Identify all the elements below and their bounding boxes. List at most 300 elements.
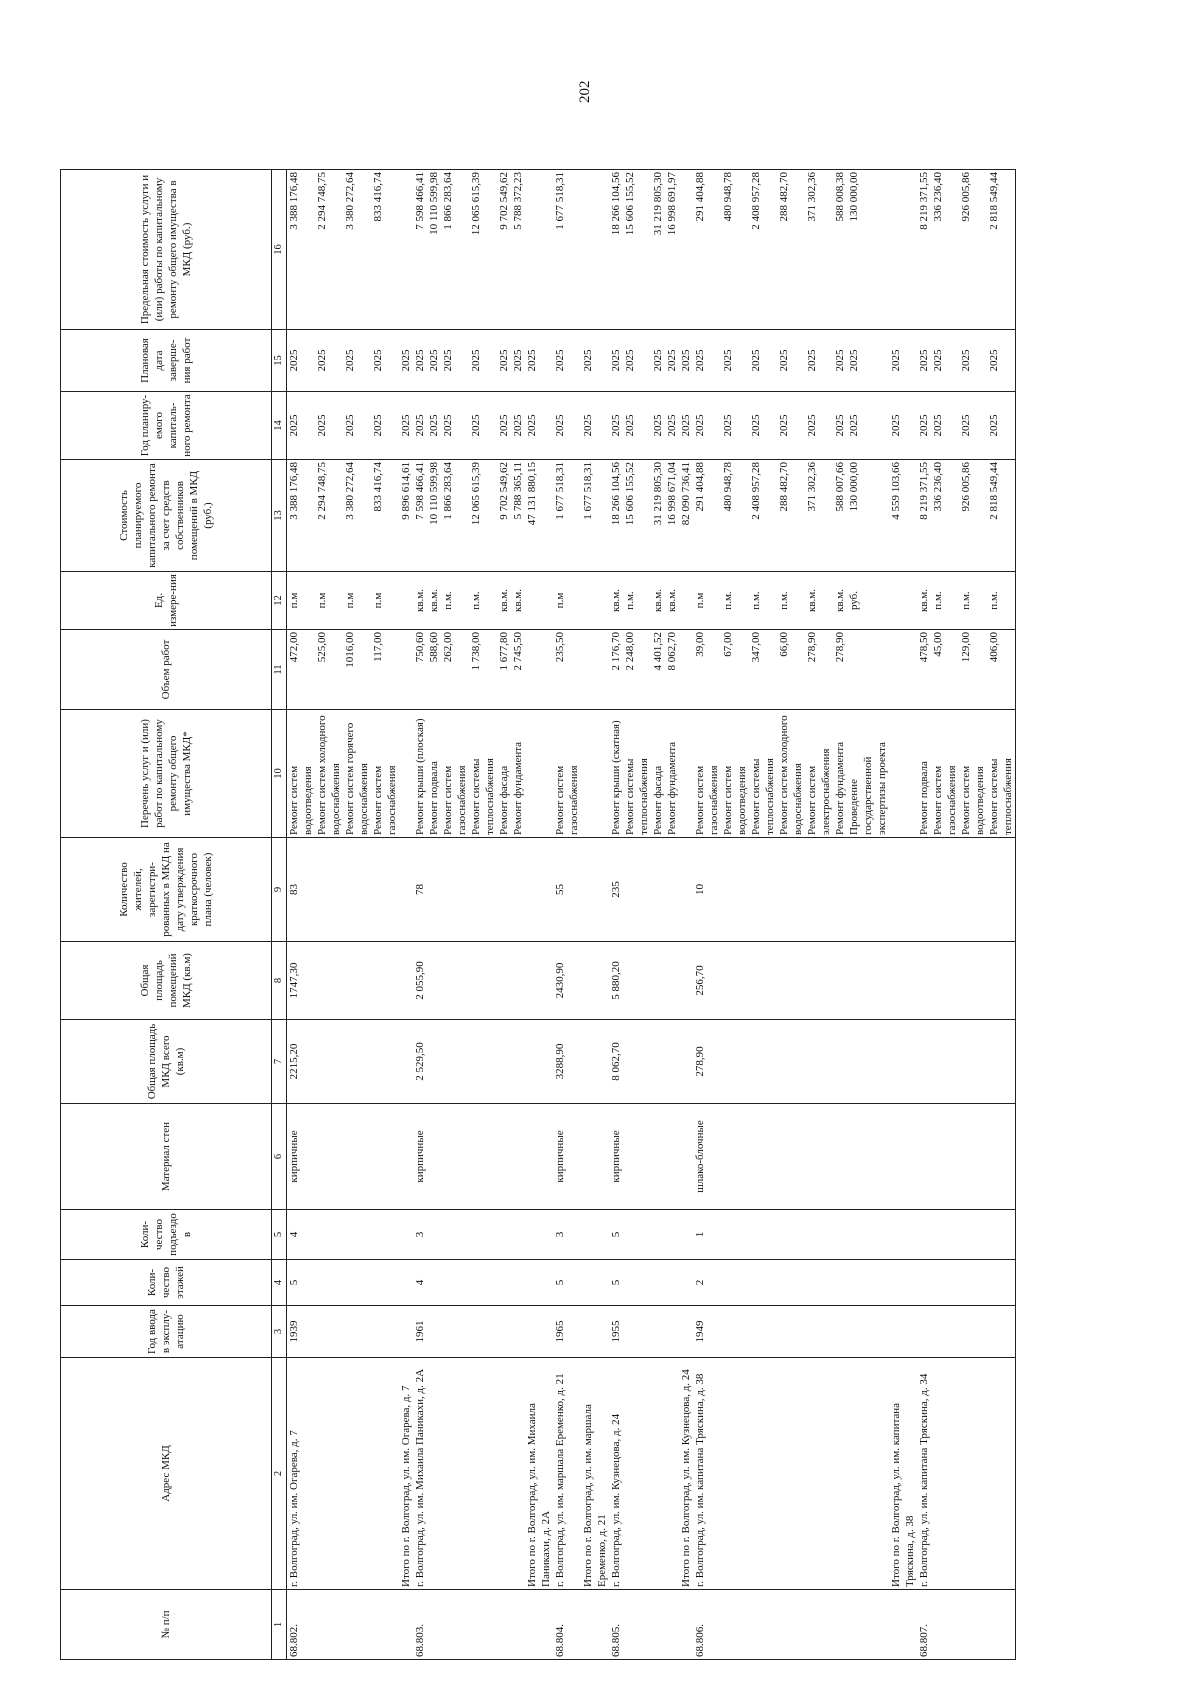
table-cell (679, 1104, 693, 1210)
wall-material (917, 1104, 931, 1210)
table-cell (497, 1590, 511, 1660)
table-cell (525, 1020, 553, 1104)
table-cell (315, 1020, 343, 1104)
table-cell (581, 1306, 609, 1358)
work-row (847, 170, 889, 1660)
header-cell: Плановая дата заверше-ния работ (61, 330, 272, 392)
table-cell (427, 1260, 441, 1306)
table-cell (497, 942, 511, 1020)
table-cell (833, 1260, 847, 1306)
table-cell (959, 1590, 987, 1660)
limit-cost: 15 606 155,52 (623, 170, 651, 330)
table-cell (511, 1104, 525, 1210)
completion-date: 2025 (693, 330, 721, 392)
work-name: Ремонт фундамента (665, 710, 679, 838)
completion-date: 2025 (441, 330, 469, 392)
completion-date: 2025 (469, 330, 497, 392)
table-cell (469, 1020, 497, 1104)
total-area: 2 529,50 (413, 1020, 427, 1104)
work-row (511, 170, 525, 1660)
table-cell (665, 1260, 679, 1306)
table-cell (833, 1020, 847, 1104)
table-cell (931, 942, 959, 1020)
table-cell (651, 1210, 665, 1260)
column-number: 3 (272, 1306, 287, 1358)
work-cost: 5 788 365,11 (511, 460, 525, 572)
work-name: Ремонт систем водоотведения (959, 710, 987, 838)
table-cell (931, 838, 959, 942)
limit-cost: 291 404,88 (693, 170, 721, 330)
table-cell (371, 1590, 399, 1660)
work-unit: п.м. (721, 572, 749, 630)
wall-material: шлако-блочные (693, 1104, 721, 1210)
total-year: 2025 (581, 392, 609, 460)
table-cell (889, 630, 917, 710)
table-cell (749, 1590, 777, 1660)
table-cell (623, 1210, 651, 1260)
floors-count: 5 (609, 1260, 623, 1306)
table-cell (623, 1306, 651, 1358)
table-cell (441, 838, 469, 942)
work-cost: 926 005,86 (959, 460, 987, 572)
repair-year: 2025 (371, 392, 399, 460)
table-cell (399, 710, 413, 838)
header-cell: Коли-чество этажей (61, 1260, 272, 1306)
work-row (609, 170, 623, 1660)
work-volume: 478,50 (917, 630, 931, 710)
table-cell (427, 1020, 441, 1104)
table-cell (679, 838, 693, 942)
table-cell (889, 170, 917, 330)
work-name: Ремонт фундамента (833, 710, 847, 838)
rooms-area: 2430,90 (553, 942, 581, 1020)
table-cell (679, 1210, 693, 1260)
work-cost: 8 219 371,55 (917, 460, 931, 572)
table-cell (399, 630, 413, 710)
table-cell (399, 1260, 413, 1306)
table-cell (315, 838, 343, 942)
limit-cost: 1 677 518,31 (553, 170, 581, 330)
table-cell (665, 1590, 679, 1660)
work-unit: кв.м. (651, 572, 665, 630)
work-cost: 16 998 671,04 (665, 460, 679, 572)
header-cell: Предельная стоимость услуги и (или) работы по капитальному ремонту общего имущества в МКД (руб.) (61, 170, 272, 330)
work-unit: п.м (343, 572, 371, 630)
work-name: Ремонт систем водоотведения (287, 710, 316, 838)
table-cell (427, 1104, 441, 1210)
column-number: 1 (272, 1590, 287, 1660)
table-cell (833, 838, 847, 942)
table-cell (371, 1104, 399, 1210)
total-cost: 4 559 103,66 (889, 460, 917, 572)
work-row (749, 170, 777, 1660)
table-cell (581, 170, 609, 330)
table-cell (525, 572, 553, 630)
header-cell: Количество жителей, зарегистри-рованных в МКД на дату утверждения краткосрочного плана (человек) (61, 838, 272, 942)
work-unit: п.м (553, 572, 581, 630)
table-cell (889, 942, 917, 1020)
table-cell (441, 1210, 469, 1260)
completion-date: 2025 (315, 330, 343, 392)
limit-cost: 3 388 176,48 (287, 170, 316, 330)
table-cell (315, 1358, 343, 1590)
table-cell (847, 1020, 889, 1104)
header-cell: № п/п (61, 1590, 272, 1660)
table-cell (511, 1306, 525, 1358)
floors-count: 2 (693, 1260, 721, 1306)
table-cell (749, 942, 777, 1020)
rooms-area: 256,70 (693, 942, 721, 1020)
table-cell (315, 1260, 343, 1306)
total-area: 2215,20 (287, 1020, 316, 1104)
work-cost: 31 219 805,30 (651, 460, 665, 572)
table-cell (721, 1358, 749, 1590)
limit-cost: 8 219 371,55 (917, 170, 931, 330)
work-row (441, 170, 469, 1660)
work-name: Ремонт системы теплоснабжения (749, 710, 777, 838)
work-row (343, 170, 371, 1660)
table-cell (931, 1020, 959, 1104)
table-cell (679, 1590, 693, 1660)
repair-year: 2025 (343, 392, 371, 460)
work-unit: п.м (287, 572, 316, 630)
floors-count: 5 (287, 1260, 316, 1306)
table-cell (399, 1104, 413, 1210)
table-cell (959, 1210, 987, 1260)
limit-cost: 5 788 372,23 (511, 170, 525, 330)
header-cell: Общая площадь помещений МКД (кв.м) (61, 942, 272, 1020)
table-cell (987, 1590, 1016, 1660)
table-cell (847, 1590, 889, 1660)
table-cell (679, 1306, 693, 1358)
table-cell (399, 1020, 413, 1104)
total-date: 2025 (889, 330, 917, 392)
work-volume: 347,00 (749, 630, 777, 710)
table-body (287, 170, 1016, 1660)
build-year: 1939 (287, 1306, 316, 1358)
table-cell (497, 1020, 511, 1104)
table-cell (371, 1020, 399, 1104)
repair-year: 2025 (847, 392, 889, 460)
residents-count: 78 (413, 838, 427, 942)
table-cell (931, 1210, 959, 1260)
repair-year: 2025 (721, 392, 749, 460)
table-cell (651, 1590, 665, 1660)
total-year: 2025 (399, 392, 413, 460)
completion-date: 2025 (651, 330, 665, 392)
house-address: г. Волгоград, ул. им. Огарева, д. 7 (287, 1358, 316, 1590)
table-cell (469, 1104, 497, 1210)
total-year: 2025 (525, 392, 553, 460)
table-cell (399, 942, 413, 1020)
table-cell (581, 572, 609, 630)
repair-year: 2025 (931, 392, 959, 460)
work-unit: п.м (315, 572, 343, 630)
table-cell (581, 710, 609, 838)
repair-year: 2025 (287, 392, 316, 460)
repair-year: 2025 (987, 392, 1016, 460)
column-number: 9 (272, 838, 287, 942)
total-date: 2025 (525, 330, 553, 392)
table-cell (441, 1358, 469, 1590)
table-cell (427, 1306, 441, 1358)
table-cell (721, 1210, 749, 1260)
table-cell (525, 1306, 553, 1358)
repair-year: 2025 (959, 392, 987, 460)
work-unit: кв.м. (665, 572, 679, 630)
total-year: 2025 (889, 392, 917, 460)
table-cell (525, 630, 553, 710)
work-volume: 406,00 (987, 630, 1016, 710)
repair-plan-table (60, 169, 1016, 1660)
table-cell (371, 838, 399, 942)
table-cell (427, 1358, 441, 1590)
total-row (525, 170, 553, 1660)
table-cell (889, 710, 917, 838)
table-cell (833, 1306, 847, 1358)
table-cell (525, 838, 553, 942)
repair-year: 2025 (441, 392, 469, 460)
work-name: Ремонт фасада (497, 710, 511, 838)
total-row (581, 170, 609, 1660)
work-cost: 130 000,00 (847, 460, 889, 572)
table-cell (679, 1020, 693, 1104)
table-cell (833, 1590, 847, 1660)
table-cell (581, 1260, 609, 1306)
table-cell (525, 1260, 553, 1306)
table-cell (749, 1210, 777, 1260)
table-cell (497, 838, 511, 942)
table-cell (665, 1210, 679, 1260)
work-volume: 66,00 (777, 630, 805, 710)
table-cell (777, 1210, 805, 1260)
table-cell (399, 170, 413, 330)
work-volume: 2 745,50 (511, 630, 525, 710)
table-cell (749, 1260, 777, 1306)
house-address: г. Волгоград, ул. им. Михаила Паникахи, д. 2А (413, 1358, 427, 1590)
repair-year: 2025 (833, 392, 847, 460)
table-cell (651, 1260, 665, 1306)
table-cell (343, 1590, 371, 1660)
build-year: 1961 (413, 1306, 427, 1358)
build-year: 1949 (693, 1306, 721, 1358)
table-cell (987, 1020, 1016, 1104)
table-cell (959, 1104, 987, 1210)
table-cell (889, 1020, 917, 1104)
item-number: 68.804. (553, 1590, 581, 1660)
table-cell (441, 1020, 469, 1104)
column-number: 5 (272, 1210, 287, 1260)
column-number: 13 (272, 460, 287, 572)
table-cell (581, 1590, 609, 1660)
table-cell (511, 1260, 525, 1306)
completion-date: 2025 (287, 330, 316, 392)
table-cell (525, 1590, 553, 1660)
work-unit: кв.м. (427, 572, 441, 630)
work-row (931, 170, 959, 1660)
wall-material: кирпичные (553, 1104, 581, 1210)
entrances-count: 1 (693, 1210, 721, 1260)
table-cell (469, 1590, 497, 1660)
table-cell (315, 1104, 343, 1210)
work-unit: кв.м. (609, 572, 623, 630)
entrances-count: 3 (553, 1210, 581, 1260)
table-cell (777, 1104, 805, 1210)
repair-year: 2025 (665, 392, 679, 460)
wall-material: кирпичные (609, 1104, 623, 1210)
completion-date: 2025 (833, 330, 847, 392)
work-volume: 262,00 (441, 630, 469, 710)
table-cell (511, 838, 525, 942)
column-number: 16 (272, 170, 287, 330)
limit-cost: 16 998 691,97 (665, 170, 679, 330)
table-cell (749, 1104, 777, 1210)
wall-material: кирпичные (287, 1104, 316, 1210)
work-name: Ремонт фасада (651, 710, 665, 838)
completion-date: 2025 (427, 330, 441, 392)
table-cell (343, 1104, 371, 1210)
table-cell (315, 942, 343, 1020)
table-cell (931, 1358, 959, 1590)
table-cell (581, 1210, 609, 1260)
work-volume: 67,00 (721, 630, 749, 710)
table-cell (987, 942, 1016, 1020)
table-cell (469, 1306, 497, 1358)
total-label: Итого по г. Волгоград, ул. им. Михаила Паникахи, д. 2А (525, 1358, 553, 1590)
table-cell (749, 838, 777, 942)
table-cell (315, 1210, 343, 1260)
table-cell (889, 1104, 917, 1210)
table-cell (833, 942, 847, 1020)
header-cell: Коли-чество подъездо в (61, 1210, 272, 1260)
limit-cost: 2 294 748,75 (315, 170, 343, 330)
table-cell (805, 1210, 833, 1260)
table-cell (441, 1260, 469, 1306)
work-unit: п.м. (441, 572, 469, 630)
entrances-count: 4 (287, 1210, 316, 1260)
completion-date: 2025 (917, 330, 931, 392)
work-cost: 291 404,88 (693, 460, 721, 572)
table-cell (623, 942, 651, 1020)
table-cell (651, 1358, 665, 1590)
completion-date: 2025 (847, 330, 889, 392)
header-cell: Материал стен (61, 1104, 272, 1210)
work-cost: 371 302,36 (805, 460, 833, 572)
page-number: 202 (577, 80, 593, 103)
work-volume: 235,50 (553, 630, 581, 710)
item-number: 68.805. (609, 1590, 623, 1660)
table-cell (525, 1104, 553, 1210)
work-name: Ремонт системы теплоснабжения (623, 710, 651, 838)
header-cell: Ед. измере-ния (61, 572, 272, 630)
item-number: 68.806. (693, 1590, 721, 1660)
work-unit: п.м. (931, 572, 959, 630)
entrances-count (917, 1210, 931, 1260)
table-cell (777, 1306, 805, 1358)
total-date: 2025 (399, 330, 413, 392)
table-cell (749, 1020, 777, 1104)
residents-count (917, 838, 931, 942)
house-address: г. Волгоград, ул. им. Кузнецова, д. 24 (609, 1358, 623, 1590)
header-cell: Год планиру-емого капиталь-ного ремонта (61, 392, 272, 460)
work-volume: 1 738,00 (469, 630, 497, 710)
rooms-area: 5 880,20 (609, 942, 623, 1020)
work-unit: кв.м. (805, 572, 833, 630)
table-cell (777, 1260, 805, 1306)
work-row (721, 170, 749, 1660)
repair-year: 2025 (315, 392, 343, 460)
table-cell (889, 572, 917, 630)
limit-cost: 9 702 549,62 (497, 170, 511, 330)
table-cell (651, 1104, 665, 1210)
table-cell (623, 1104, 651, 1210)
work-name: Ремонт подвала (427, 710, 441, 838)
repair-year: 2025 (777, 392, 805, 460)
column-number: 14 (272, 392, 287, 460)
total-area (917, 1020, 931, 1104)
completion-date: 2025 (931, 330, 959, 392)
table-cell (469, 1358, 497, 1590)
total-date: 2025 (581, 330, 609, 392)
table-cell (623, 1020, 651, 1104)
table-cell (805, 1260, 833, 1306)
completion-date: 2025 (721, 330, 749, 392)
table-cell (525, 710, 553, 838)
work-row (623, 170, 651, 1660)
work-name: Ремонт системы теплоснабжения (469, 710, 497, 838)
table-cell (665, 1306, 679, 1358)
total-area: 278,90 (693, 1020, 721, 1104)
repair-year: 2025 (805, 392, 833, 460)
table-cell (987, 1210, 1016, 1260)
limit-cost: 7 598 466,41 (413, 170, 427, 330)
table-cell (511, 1020, 525, 1104)
item-number: 68.803. (413, 1590, 427, 1660)
table-cell (931, 1104, 959, 1210)
table-cell (343, 1210, 371, 1260)
header-cell: Адрес МКД (61, 1358, 272, 1590)
repair-year: 2025 (511, 392, 525, 460)
work-unit: п.м. (749, 572, 777, 630)
column-number: 15 (272, 330, 287, 392)
repair-year: 2025 (553, 392, 581, 460)
work-row (287, 170, 316, 1660)
repair-year: 2025 (413, 392, 427, 460)
header-cell: Перечень услуг и (или) работ по капитальному ремонту общего имущества МКД* (61, 710, 272, 838)
table-cell (721, 1020, 749, 1104)
column-number: 2 (272, 1358, 287, 1590)
table-cell (665, 1358, 679, 1590)
table-cell (805, 1020, 833, 1104)
build-year (917, 1306, 931, 1358)
completion-date: 2025 (343, 330, 371, 392)
work-cost: 12 065 615,39 (469, 460, 497, 572)
limit-cost: 288 482,70 (777, 170, 805, 330)
table-cell (777, 1590, 805, 1660)
work-volume: 2 248,00 (623, 630, 651, 710)
work-row (693, 170, 721, 1660)
limit-cost: 833 416,74 (371, 170, 399, 330)
limit-cost: 12 065 615,39 (469, 170, 497, 330)
table-cell (987, 1358, 1016, 1590)
limit-cost: 31 219 805,30 (651, 170, 665, 330)
total-label: Итого по г. Волгоград, ул. им. Огарева, д. 7 (399, 1358, 413, 1590)
wall-material: кирпичные (413, 1104, 427, 1210)
rotated-page (60, 170, 1014, 1660)
repair-year: 2025 (469, 392, 497, 460)
table-cell (371, 1210, 399, 1260)
limit-cost: 2 818 549,44 (987, 170, 1016, 330)
